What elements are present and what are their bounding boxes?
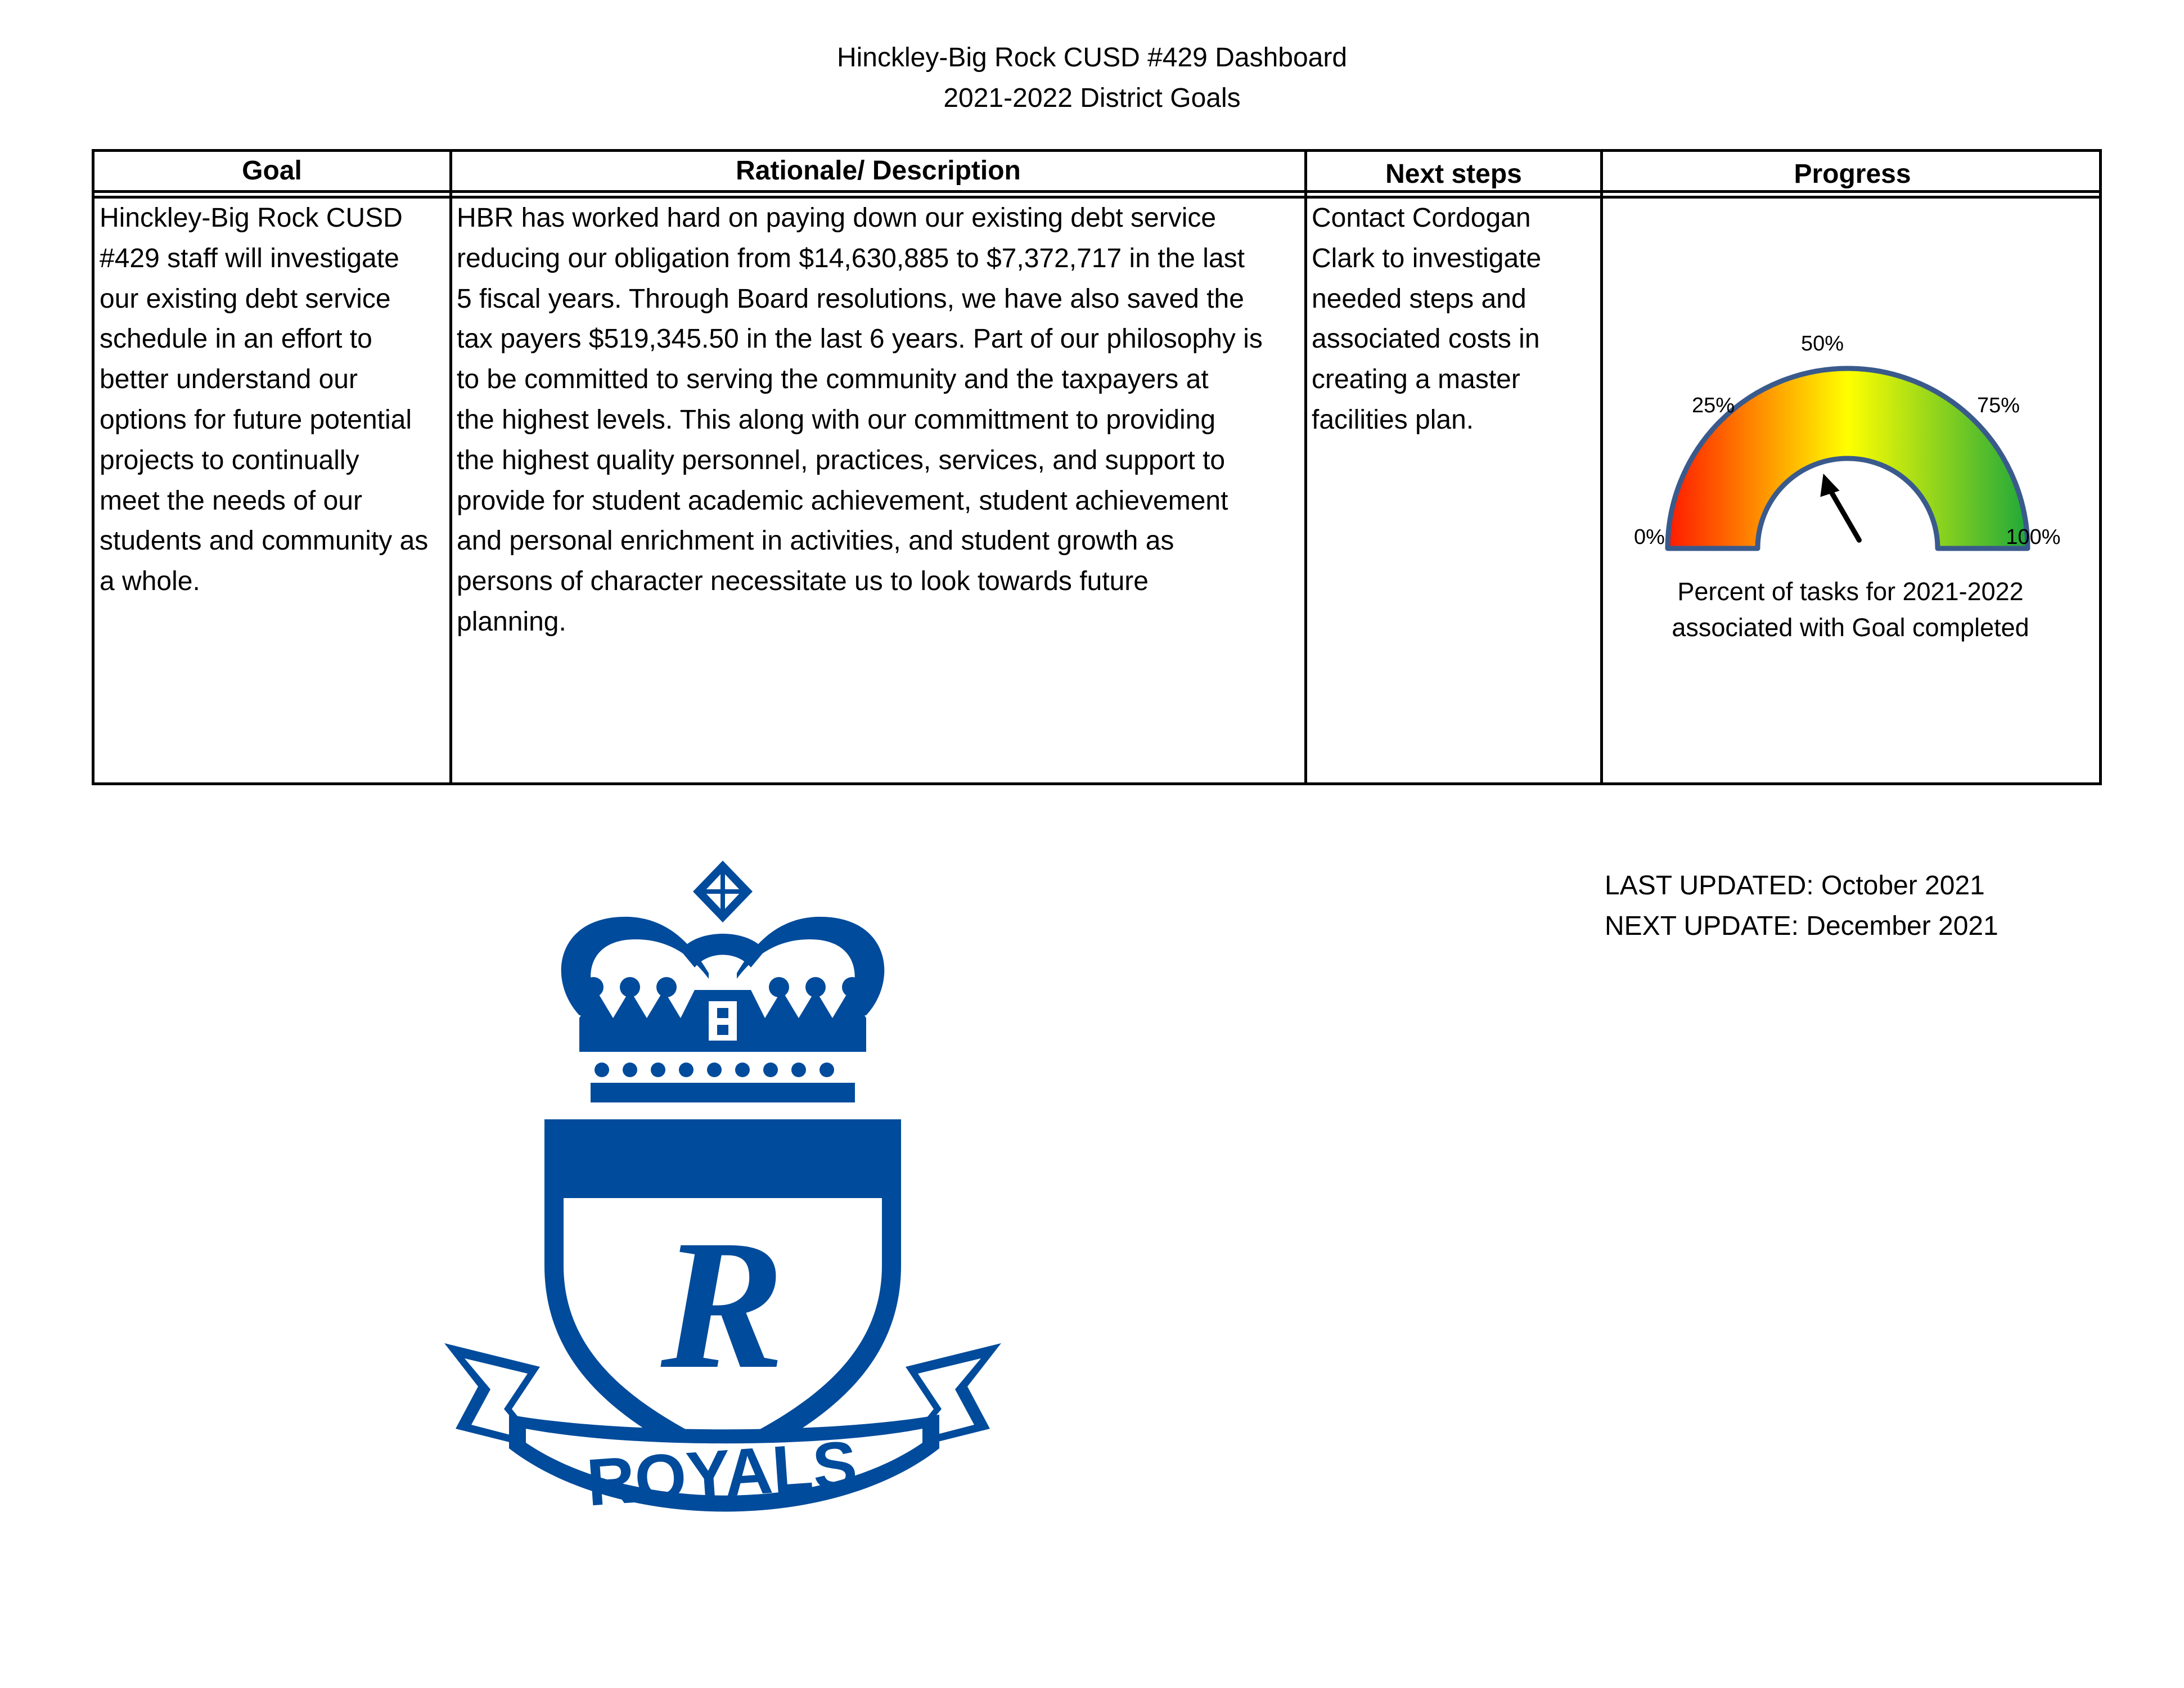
gauge-needle-head xyxy=(1820,474,1839,497)
royals-logo xyxy=(444,861,1001,1524)
page-subtitle: 2021-2022 District Goals xyxy=(943,83,1241,113)
last-updated: LAST UPDATED: October 2021 xyxy=(1605,871,1985,901)
goal-cell: Hinckley-Big Rock CUSD #429 staff will investigate our existing debt service schedule in an effort to better understand our options for future potential projects to continually meet the needs of our students and community as a whole. xyxy=(100,203,429,597)
gauge-label-50: 50% xyxy=(1800,332,1844,355)
gauge-label-25: 25% xyxy=(1692,394,1735,417)
gauge-caption-line2: associated with Goal completed xyxy=(1672,613,2029,642)
logo-text: ROYALS xyxy=(584,1427,860,1520)
column-header-goal: Goal xyxy=(242,156,302,186)
gauge-caption-line1: Percent of tasks for 2021-2022 xyxy=(1677,577,2024,606)
gauge-label-0: 0% xyxy=(1634,525,1665,549)
column-divider xyxy=(1304,152,1307,782)
column-header-rationale: Rationale/ Description xyxy=(736,156,1021,186)
crown-icon xyxy=(561,917,885,1102)
next-steps-cell: Contact Cordogan Clark to investigate needed steps and associated costs in creating a master facilities plan. xyxy=(1312,203,1542,435)
column-header-next-steps: Next steps xyxy=(1385,159,1522,189)
logo-monogram: R xyxy=(660,1202,785,1407)
rationale-cell: HBR has worked hard on paying down our existing debt service reducing our obligation from $14,630,885 to $7,372,717 in the last 5 fiscal years. Through Board resolutions, we have also saved the tax payers $519,345.50 in the last 6 years. Part of our philosophy is to be committed to serving the community and the taxpayers at the highest levels. This along with our committment to providing the highest quality personnel, practices, services, and support to provide for student academic achievement, student achievement and personal enrichment in activities, and student growth as persons of character necessitate us to look towards future planning. xyxy=(457,203,1263,637)
page-title: Hinckley-Big Rock CUSD #429 Dashboard xyxy=(836,43,1348,73)
column-divider xyxy=(449,152,452,782)
next-update: NEXT UPDATE: December 2021 xyxy=(1605,911,1998,941)
crown-diamond-icon xyxy=(693,861,753,922)
progress-gauge xyxy=(1600,318,2061,655)
gauge-label-75: 75% xyxy=(1977,394,2020,417)
column-header-progress: Progress xyxy=(1794,159,1911,189)
gauge-label-100: 100% xyxy=(2006,525,2061,549)
